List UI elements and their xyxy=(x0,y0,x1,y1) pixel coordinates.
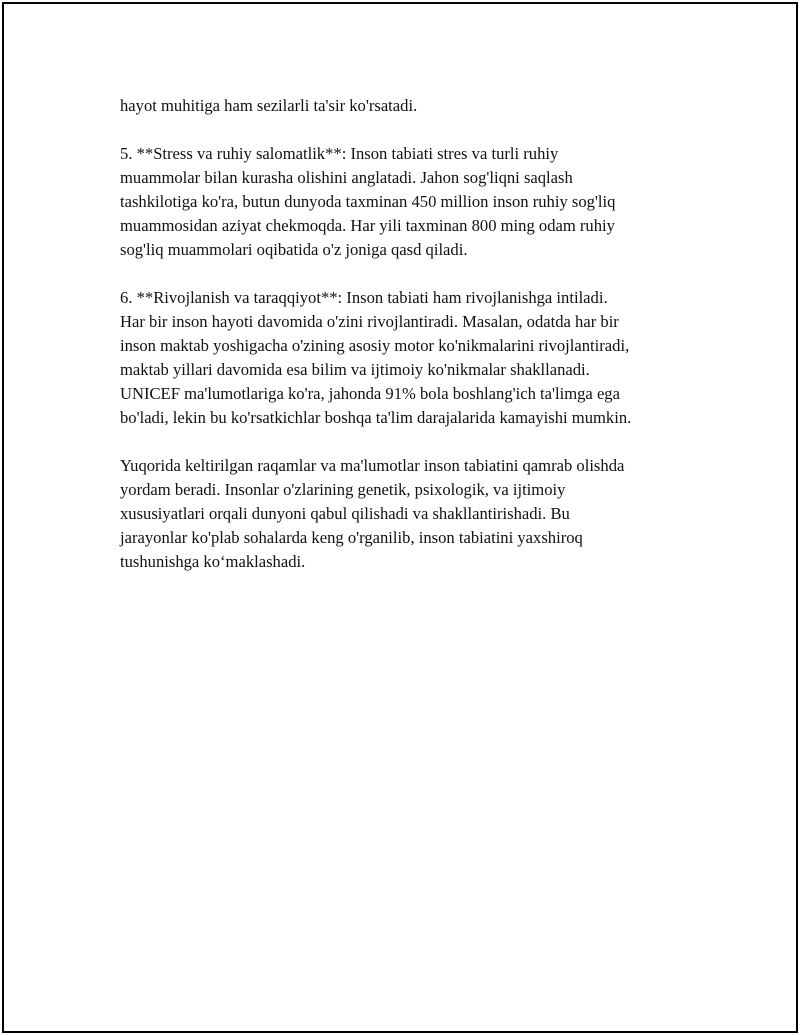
document-page xyxy=(2,2,798,1033)
document-body xyxy=(120,94,700,598)
paragraph-conclusion: Yuqorida keltirilgan raqamlar va ma'lumotlar inson tabiatini qamrab olishda yordam beradi. Insonlar o'zlarining genetik, psixologik, va ijtimoiy xususiyatlari orqali dunyoni qabul qilishadi va shakllantirishadi. Bu jarayonlar ko'plab sohalarda keng o'rganilib, inson tabiatini yaxshiroq tushunishga ko‘maklashadi. xyxy=(120,456,625,571)
paragraph-development-progress: 6. **Rivojlanish va taraqqiyot**: Inson tabiati ham rivojlanishga intiladi. Har bir inson hayoti davomida o'zini rivojlantiradi. Masalan, odatda har bir inson maktab yoshigacha o'zining asosiy motor ko'nikmalarini rivojlantiradi, maktab yillari davomida esa bilim va ijtimoiy ko'nikmalar shakllanadi. UNICEF ma'lumotlariga ko'ra, jahonda 91% bola boshlang'ich ta'limga ega bo'ladi, lekin bu ko'rsatkichlar boshqa ta'lim darajalarida kamayishi mumkin. xyxy=(120,288,632,427)
paragraph-continuation: hayot muhitiga ham sezilarli ta'sir ko'rsatadi. xyxy=(120,96,418,115)
paragraph-stress-mental-health: 5. **Stress va ruhiy salomatlik**: Inson tabiati stres va turli ruhiy muammolar bilan kurasha olishini anglatadi. Jahon sog'liqni saqlash tashkilotiga ko'ra, butun dunyoda taxminan 450 million inson ruhiy sog'liq muammosidan aziyat chekmoqda. Har yili taxminan 800 ming odam ruhiy sog'liq muammolari oqibatida o'z joniga qasd qiladi. xyxy=(120,144,616,259)
